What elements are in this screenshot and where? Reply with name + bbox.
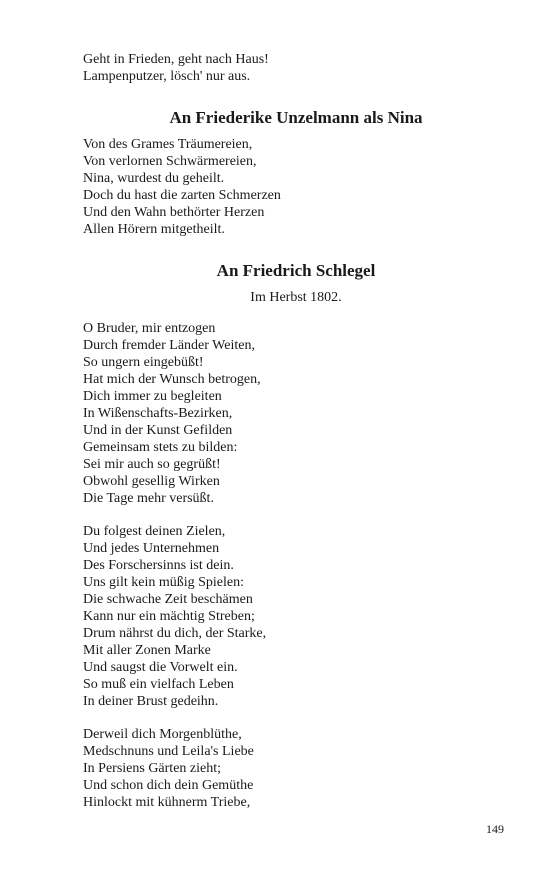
page-number: 149: [486, 822, 504, 836]
poem-line: Hinlockt mit kühnerm Triebe,: [83, 795, 251, 810]
poem-line: Mit aller Zonen Marke: [83, 643, 211, 658]
poem-line: O Bruder, mir entzogen: [83, 321, 216, 336]
poem-line: Doch du hast die zarten Schmerzen: [83, 188, 281, 203]
poem-line: Gemeinsam stets zu bilden:: [83, 440, 238, 455]
poem-line: Medschnuns und Leila's Liebe: [83, 744, 254, 759]
poem-line: Und jedes Unternehmen: [83, 541, 220, 556]
poem-line: Dich immer zu begleiten: [83, 389, 222, 404]
poem-line: Lampenputzer, lösch' nur aus.: [83, 69, 251, 84]
poem-line: Durch fremder Länder Weiten,: [83, 338, 255, 353]
poem-line: Uns gilt kein müßig Spielen:: [83, 575, 244, 590]
poem-line: Die schwache Zeit beschämen: [83, 592, 253, 607]
poem-line: So ungern eingebüßt!: [83, 355, 204, 370]
poem-line: In Persiens Gärten zieht;: [83, 761, 222, 776]
poem-line: In Wißenschafts-Bezirken,: [83, 406, 233, 421]
poem-line: Nina, wurdest du geheilt.: [83, 171, 225, 186]
poem-line: Und in der Kunst Gefilden: [83, 423, 233, 438]
poem-line: Drum nährst du dich, der Starke,: [83, 626, 267, 641]
poem-title: An Friederike Unzelmann als Nina: [169, 108, 423, 127]
poem-line: Von des Grames Träumereien,: [83, 137, 253, 152]
poem-line: Die Tage mehr versüßt.: [83, 491, 214, 506]
poem-line: Und saugst die Vorwelt ein.: [83, 660, 238, 675]
poem-line: Hat mich der Wunsch betrogen,: [83, 372, 261, 387]
poem-line: Derweil dich Morgenblüthe,: [83, 727, 242, 742]
poem-line: In deiner Brust gedeihn.: [83, 694, 219, 709]
poem-line: Sei mir auch so gegrüßt!: [83, 457, 221, 472]
poem-subtitle: Im Herbst 1802.: [250, 290, 342, 305]
poem-line: Geht in Frieden, geht nach Haus!: [83, 52, 269, 67]
poem-line: Kann nur ein mächtig Streben;: [83, 609, 255, 624]
poem-line: Von verlornen Schwärmereien,: [83, 154, 257, 169]
poem-line: Allen Hörern mitgetheilt.: [83, 222, 225, 237]
poem-line: Obwohl gesellig Wirken: [83, 474, 220, 489]
poem-line: Und den Wahn bethörter Herzen: [83, 205, 265, 220]
poem-line: So muß ein vielfach Leben: [83, 677, 234, 692]
poem-title: An Friedrich Schlegel: [216, 261, 376, 280]
poem-line: Du folgest deinen Zielen,: [83, 524, 226, 539]
poem-line: Des Forschersinns ist dein.: [83, 558, 234, 573]
poem-line: Und schon dich dein Gemüthe: [83, 778, 254, 793]
